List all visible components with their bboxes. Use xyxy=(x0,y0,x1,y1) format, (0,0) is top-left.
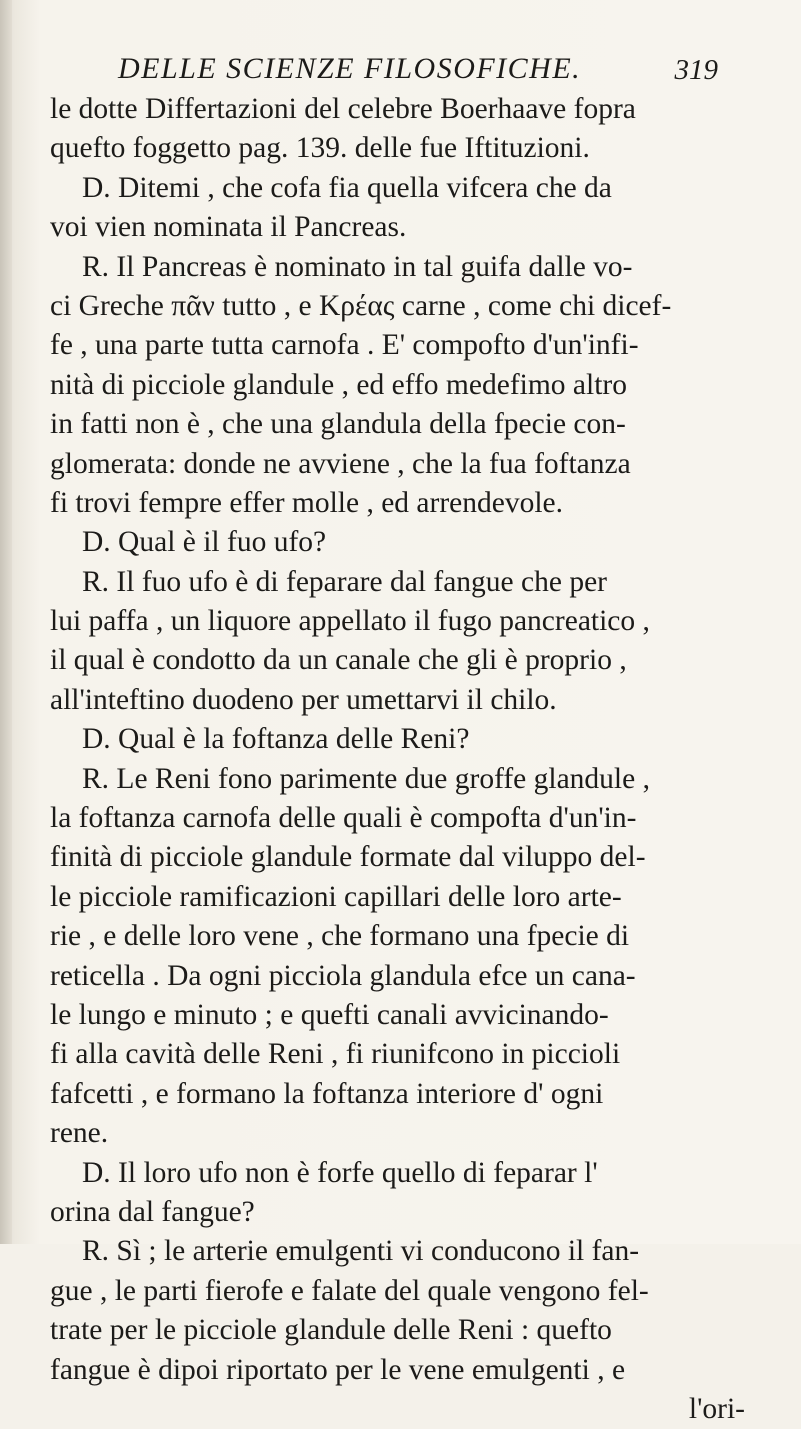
text-line: ci Greche πᾶν tutto , e Κρέας carne , come chi dicef- xyxy=(50,289,672,322)
text-line: orina dal fangue? xyxy=(50,1195,255,1228)
text-line: reticella . Da ogni picciola glandula efce un cana- xyxy=(50,959,636,992)
page-number: 319 xyxy=(674,54,718,86)
text-line: R. Le Reni fono parimente due groffe glandule , xyxy=(82,762,650,795)
text-line: in fatti non è , che una glandula della fpecie con- xyxy=(50,408,626,441)
text-line: nità di picciole glandule , ed effo medefimo altro xyxy=(50,368,627,401)
text-line: R. Il fuo ufo è di feparare dal fangue che per xyxy=(82,565,608,598)
text-line: fafcetti , e formano la foftanza interiore d' ogni xyxy=(50,1077,604,1110)
text-line: le dotte Differtazioni del celebre Boerhaave fopra xyxy=(50,93,636,125)
text-line: R. Sì ; le arterie emulgenti vi conducono il fan- xyxy=(82,1235,640,1268)
text-line: trate per le picciole glandule delle Reni : quefto xyxy=(50,1314,612,1347)
text-line: lui paffa , un liquore appellato il fugo pancreatico , xyxy=(50,605,650,638)
text-line: glomerata: donde ne avviene , che la fua foftanza xyxy=(50,447,631,480)
text-line: gue , le parti fierofe e falate del quale vengono fel- xyxy=(50,1274,649,1307)
running-head: DELLE SCIENZE FILOSOFICHE. xyxy=(118,52,582,85)
text-line: voi vien nominata il Pancreas. xyxy=(50,211,407,244)
page-gutter xyxy=(0,0,12,1244)
text-line: rie , e delle loro vene , che formano una fpecie di xyxy=(50,920,630,953)
text-line: fe , una parte tutta carnofa . E' compofto d'un'infi- xyxy=(50,329,639,362)
text-line: fangue è dipoi riportato per le vene emulgenti , e xyxy=(50,1353,626,1386)
text-line: D. Ditemi , che cofa fia quella vifcera che da xyxy=(82,171,612,204)
page-header xyxy=(118,52,718,92)
text-line: R. Il Pancreas è nominato in tal guifa dalle vo- xyxy=(82,250,633,283)
body-text xyxy=(50,90,760,1429)
text-line: rene. xyxy=(50,1117,109,1150)
text-line: quefto foggetto pag. 139. delle fue Iftituzioni. xyxy=(50,132,590,165)
text-line: la foftanza carnofa delle quali è compofta d'un'in- xyxy=(50,802,637,835)
text-line: D. Il loro ufo non è forfe quello di feparar l' xyxy=(82,1156,598,1189)
text-line: le picciole ramificazioni capillari delle loro arte- xyxy=(50,880,622,913)
text-line: fi alla cavità delle Reni , fi riunifcono in piccioli xyxy=(50,1038,621,1071)
text-line: D. Qual è il fuo ufo? xyxy=(82,526,327,559)
text-line: finità di picciole glandule formate dal viluppo del- xyxy=(50,841,646,874)
text-line: all'inteftino duodeno per umettarvi il chilo. xyxy=(50,683,557,716)
catchword: l'ori- xyxy=(688,1392,745,1425)
text-line: le lungo e minuto ; e quefti canali avvicinando- xyxy=(50,998,609,1031)
text-line: il qual è condotto da un canale che gli è proprio , xyxy=(50,644,627,677)
text-line: fi trovi fempre effer molle , ed arrendevole. xyxy=(50,486,564,519)
text-line: D. Qual è la foftanza delle Reni? xyxy=(82,723,470,756)
